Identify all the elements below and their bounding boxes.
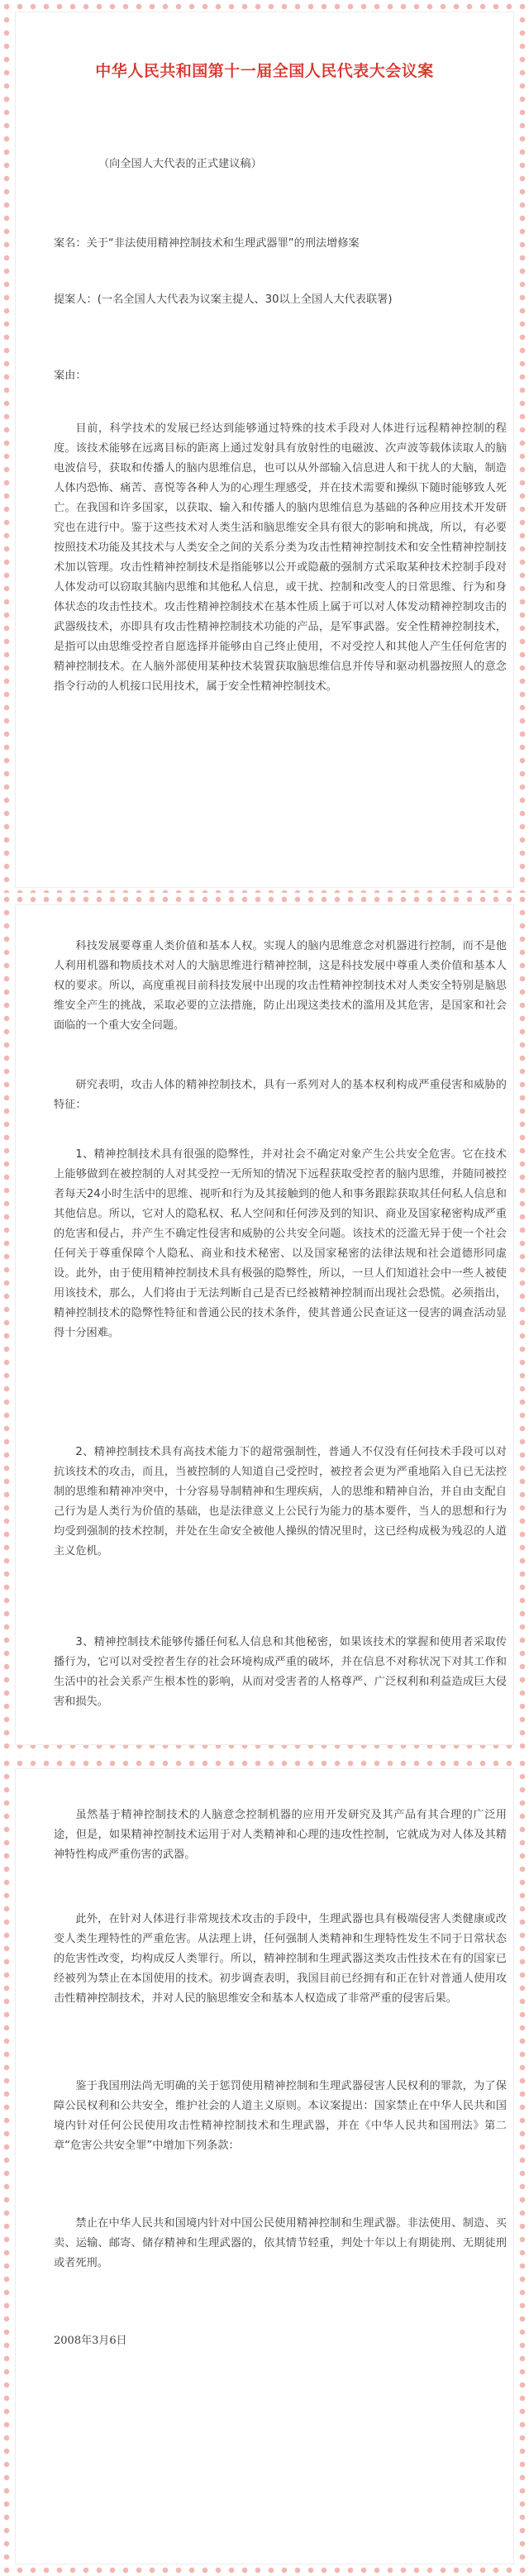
body-paragraph: 2、精神控制技术具有高技术能力下的超常强制性，普通人不仅没有任何技术手段可以对抗该技术的攻击，而且，当被控制的人知道自己受控时，被控者会更为严重地陷入自已无法控制的思维和精神冲突中，十分容易导制精神和生理疾病，人的思维和精神自治，并自由支配自己行为是人类行为价值的基础，也是法律意义上公民行为能力的基本要件，当人的思想和行为均受到强制的技术控制，并处在生命安全被他人操纵的情况里时，这已经构成极为残忍的人道主义危机。 (54, 1446, 507, 1558)
document-section-1 (0, 0, 529, 899)
paper-panel (15, 1768, 514, 2564)
body-paragraph: 3、精神控制技术能够传播任何私人信息和其他秘密，如果该技术的掌握和使用者采取传播行为，它可以对受控者生存的社会环境构成严重的破坏，并在信息不对称状况下对其工作和生活中的社会关系产生根本性的影响，从而对受害者的人格尊严、广泛权利和利益造成巨大侵害和损失。 (54, 1636, 507, 1708)
paper-panel (15, 12, 514, 888)
document-section-2 (0, 893, 529, 1757)
body-paragraph: 研究表明，攻击人体的精神控制技术，具有一系列对人的基本权利构成严重侵害和威胁的特征： (54, 1079, 507, 1111)
paper-panel (15, 904, 514, 1745)
reason-label: 案由： (54, 370, 87, 382)
body-paragraph: 虽然基于精神控制技术的人脑意念控制机器的应用开发研究及其产品有其合理的广泛用途，但是，如果精神控制技术运用于对人类精神和心理的违攻性控制，它就成为对人体及其精神特性构成严重伤害的武器。 (54, 1809, 507, 1861)
body-paragraph: 禁止在中华人民共和国境内针对中国公民使用精神控制和生理武器。非法使用、制造、买卖、运输、邮寄、储存精神和生理武器的，依其情节轻重，判处十年以上有期徒刑、无期徒刑或者死刑。 (54, 2217, 507, 2269)
body-paragraph: 科技发展要尊重人类价值和基本人权。实现人的脑内思维意念对机器进行控制，而不是他人利用机器和物质技术对人的大脑思维进行精神控制，这是科技发展中尊重人类价值和基本人权的要求。所以，高度重视目前科技发展中出现的攻击性精神控制技术对人类安全特别是脑思维安全产生的挑战，采取必要的立法措施，防止出现这类技术的滥用及其危害，是国家和社会面临的一个重大安全问题。 (54, 940, 507, 1032)
proposer: 提案人：(一名全国人大代表为议案主提人、30以上全国人大代表联署) (54, 293, 393, 306)
body-paragraph: 鉴于我国刑法尚无明确的关于惩罚使用精神控制和生理武器侵害人民权利的罪款，为了保障公民权利和公共安全，维护社会的人道主义原则。本议案提出：国家禁止在中华人民共和国境内针对任何公民使用攻击性精神控制技术和生理武器，并在《中华人民共和国刑法》第二章“危害公共安全罪”中增加下列条款： (54, 2080, 507, 2152)
body-paragraph: 此外，在针对人体进行非常规技术攻击的手段中，生理武器也具有极端侵害人类健康或改变人类生理特性的严重危害。从法理上讲，任何强制人类精神和生理特性发生不同于日常状态的危害性改变，均构成反人类罪行。所以，精神控制和生理武器这类攻击性技术在有的国家已经被列为禁止在本国使用的技术。初步调查表明，我国目前已经拥有和正在针对普通人使用攻击性精神控制技术，并对人民的脑思维安全和基本人权造成了非常严重的侵害后果。 (54, 1913, 507, 2005)
document-title: 中华人民共和国第十一届全国人民代表大会议案 (95, 62, 434, 80)
case-name: 案名：关于“非法使用精神控制技术和生理武器罪”的刑法增修案 (54, 237, 360, 250)
document-date: 2008年3月6日 (54, 2335, 127, 2347)
body-paragraph: 1、精神控制技术具有很强的隐弊性，并对社会不确定对象产生公共安全危害。它在技术上能够做到在被控制的人对其受控一无所知的情况下远程获取受控者的脑内思维，并随同被控者每天24小时生活中的思维、视听和行为及其接触到的他人和事务跟踪获取其任何私人信息和其他信息。所以，它对人的隐私权、私人空间和任何涉及到的知识、商业及国家秘密构成严重的危害和侵占，并产生不确定性侵害和威胁的公共安全问题。该技术的泛滥无异于使一个社会任何关于尊重保障个人隐私、商业和技术秘密、以及国家秘密的法律法规和社会道德形同虚设。此外，由于使用精神控制技术具有极强的隐弊性，所以，一旦人们知道社会中一些人被使用该技术，那么，人们将由于无法判断自己是否已经被精神控制而出现社会恐慌。必须指出，精神控制技术的隐弊性特征和普通公民的技术条件，使其普通公民查证这一侵害的调查活动显得十分困难。 (54, 1148, 507, 1339)
document-subtitle: （向全国人大代表的正式建议稿） (98, 158, 262, 170)
document-section-3 (0, 1757, 529, 2576)
body-paragraph: 目前，科学技术的发展已经达到能够通过特殊的技术手段对人体进行远程精神控制的程度。该技术能够在远离目标的距离上通过发射具有放射性的电磁波、次声波等载体读取人的脑电波信号，获取和传播人的脑内思维信息，也可以从外部输入信息进人和干扰人的大脑，制造人体内恐怖、痛苦、喜悦等各种人为的心理生理感受，并在技术需要和操纵下随时能够致人死亡。在我国和许多国家，以获取、输入和传播人的脑内思维信息为基础的各种应用技术开发研究也在进行中。鉴于这些技术对人类生活和脑思维安全具有很大的影响和挑战，所以，有必要按照技术功能及其技术与人类安全之间的关系分类为攻击性精神控制技术和安全性精神控制技术加以管理。攻击性精神控制技术是指能够以公开或隐蔽的强制方式采取某种技术控制手段对人体发动可以窃取其脑内思维和其他私人信息，或干扰、控制和改变人的日常思维、行为和身体状态的攻击性技术。攻击性精神控制技术在基本性质上属于可以对人体发动精神控制攻击的武器级技术，亦即具有攻击性精神控制技术功能的产品，是军事武器。安全性精神控制技术，是指可以由思维受控者自愿选择并能够由自己终止使用，不对受控人和其他人产生任何危害的精神控制技术。在人脑外部使用某种技术装置获取脑思维信息并传导和驱动机器按照人的意念指令行动的人机接口民用技术，属于安全性精神控制技术。 (54, 422, 507, 693)
